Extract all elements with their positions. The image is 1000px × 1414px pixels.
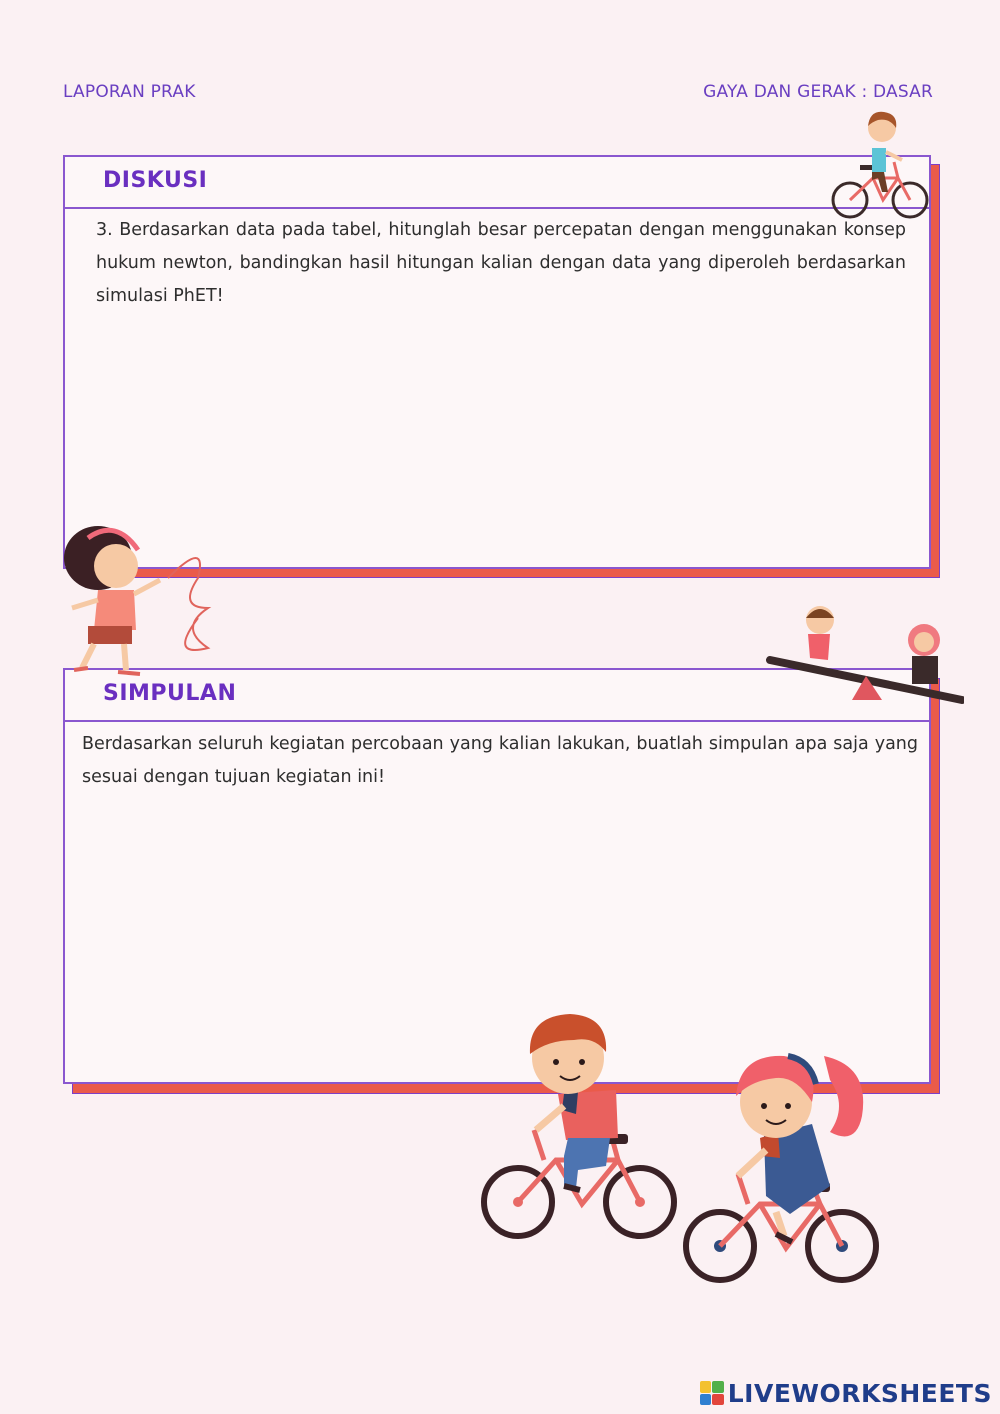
girl-cycling-illustration [680, 1036, 884, 1286]
liveworksheets-logo [700, 1378, 992, 1408]
diskusi-box [63, 155, 931, 569]
header-left: LAPORAN PRAK [63, 82, 196, 102]
header-right: GAYA DAN GERAK : DASAR [703, 82, 933, 102]
girl-with-ribbon-illustration [58, 518, 218, 680]
simpulan-title: SIMPULAN [103, 681, 237, 706]
boy-cycling-illustration [478, 1010, 682, 1242]
diskusi-question: 3. Berdasarkan data pada tabel, hitunglah besar percepatan dengan menggunakan konsep hukum newton, bandingkan hasil hitungan kalian dengan data yang diperoleh berdasarkan simulasi PhET! [96, 220, 906, 306]
liveworksheets-wordmark: LIVEWORKSHEETS [727, 1378, 992, 1408]
seesaw-kids-illustration [766, 600, 964, 710]
diskusi-box-header [65, 157, 929, 209]
simpulan-prompt: Berdasarkan seluruh kegiatan percobaan yang kalian lakukan, buatlah simpulan apa saja yang sesuai dengan tujuan kegiatan ini! [82, 734, 918, 787]
boy-on-bicycle-illustration [828, 100, 932, 222]
liveworksheets-logo-icon [700, 1381, 724, 1405]
diskusi-title: DISKUSI [103, 168, 208, 193]
